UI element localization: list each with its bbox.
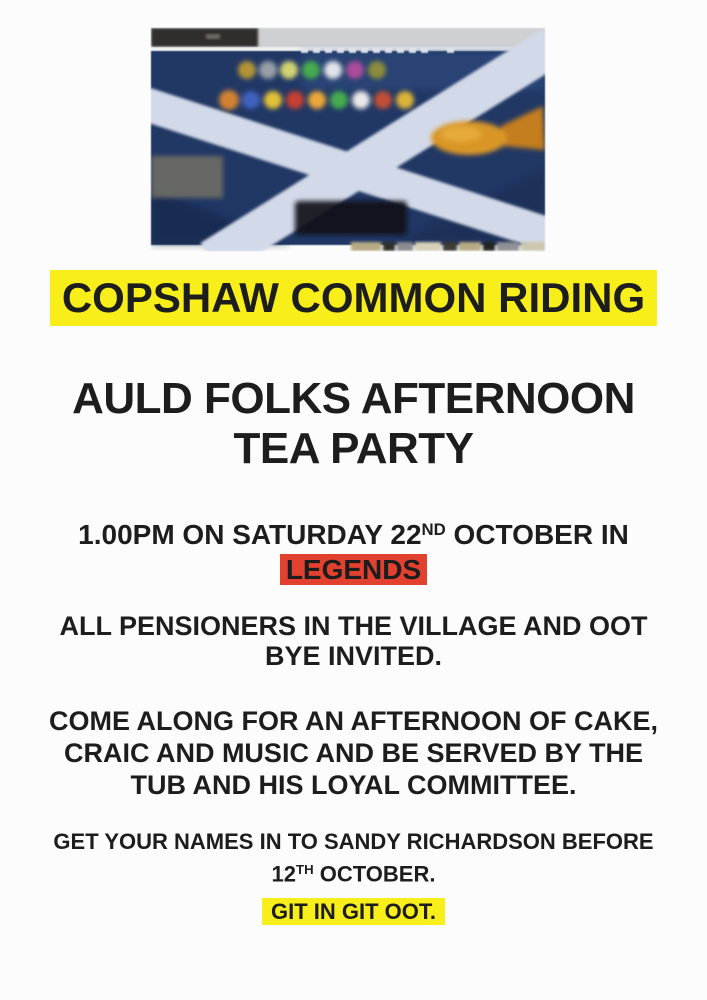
description-line1: COME ALONG FOR AN AFTERNOON OF CAKE, bbox=[49, 706, 658, 736]
description-paragraph bbox=[0, 705, 707, 801]
flag-photo-graphic bbox=[151, 28, 545, 251]
rsvp-date-rest: OCTOBER. bbox=[313, 861, 436, 887]
rsvp-paragraph bbox=[0, 828, 707, 888]
footer-banner bbox=[0, 898, 707, 925]
event-heading-line2: TEA PARTY bbox=[233, 424, 474, 473]
title-banner bbox=[0, 270, 707, 326]
description-line3: TUB AND HIS LOYAL COMMITTEE. bbox=[130, 770, 577, 800]
footer-banner-highlight: GIT IN GIT OOT. bbox=[262, 898, 445, 925]
dark-shelf-bar bbox=[151, 28, 258, 47]
date-text: 1.00PM ON SATURDAY 22 bbox=[78, 519, 422, 551]
rsvp-ordinal-superscript: TH bbox=[296, 862, 314, 877]
event-heading-line1: AULD FOLKS AFTERNOON bbox=[72, 374, 635, 423]
flag-photo bbox=[151, 28, 545, 251]
shelf-bar-glint bbox=[206, 34, 220, 39]
date-block bbox=[0, 513, 707, 586]
rsvp-line2 bbox=[0, 856, 707, 888]
invitees-line2: BYE INVITED. bbox=[264, 641, 443, 671]
venue-line bbox=[0, 553, 707, 586]
invitees-line1: ALL PENSIONERS IN THE VILLAGE AND OOT bbox=[59, 611, 648, 641]
date-text-rest: OCTOBER IN bbox=[445, 519, 629, 551]
date-ordinal-superscript: ND bbox=[421, 520, 446, 539]
date-line bbox=[0, 513, 707, 551]
event-heading bbox=[0, 374, 707, 474]
bottom-clutter-strip bbox=[351, 242, 545, 251]
black-plaque bbox=[295, 201, 407, 235]
grey-patch bbox=[151, 156, 223, 198]
title-banner-highlight: COPSHAW COMMON RIDING bbox=[50, 270, 657, 326]
description-line2: CRAIC AND MUSIC AND BE SERVED BY THE bbox=[63, 738, 644, 768]
venue-highlight: LEGENDS bbox=[280, 554, 427, 585]
rsvp-line1: GET YOUR NAMES IN TO SANDY RICHARDSON BEFORE bbox=[53, 829, 654, 854]
invitees-paragraph bbox=[0, 611, 707, 671]
rsvp-date-number: 12 bbox=[271, 861, 297, 887]
